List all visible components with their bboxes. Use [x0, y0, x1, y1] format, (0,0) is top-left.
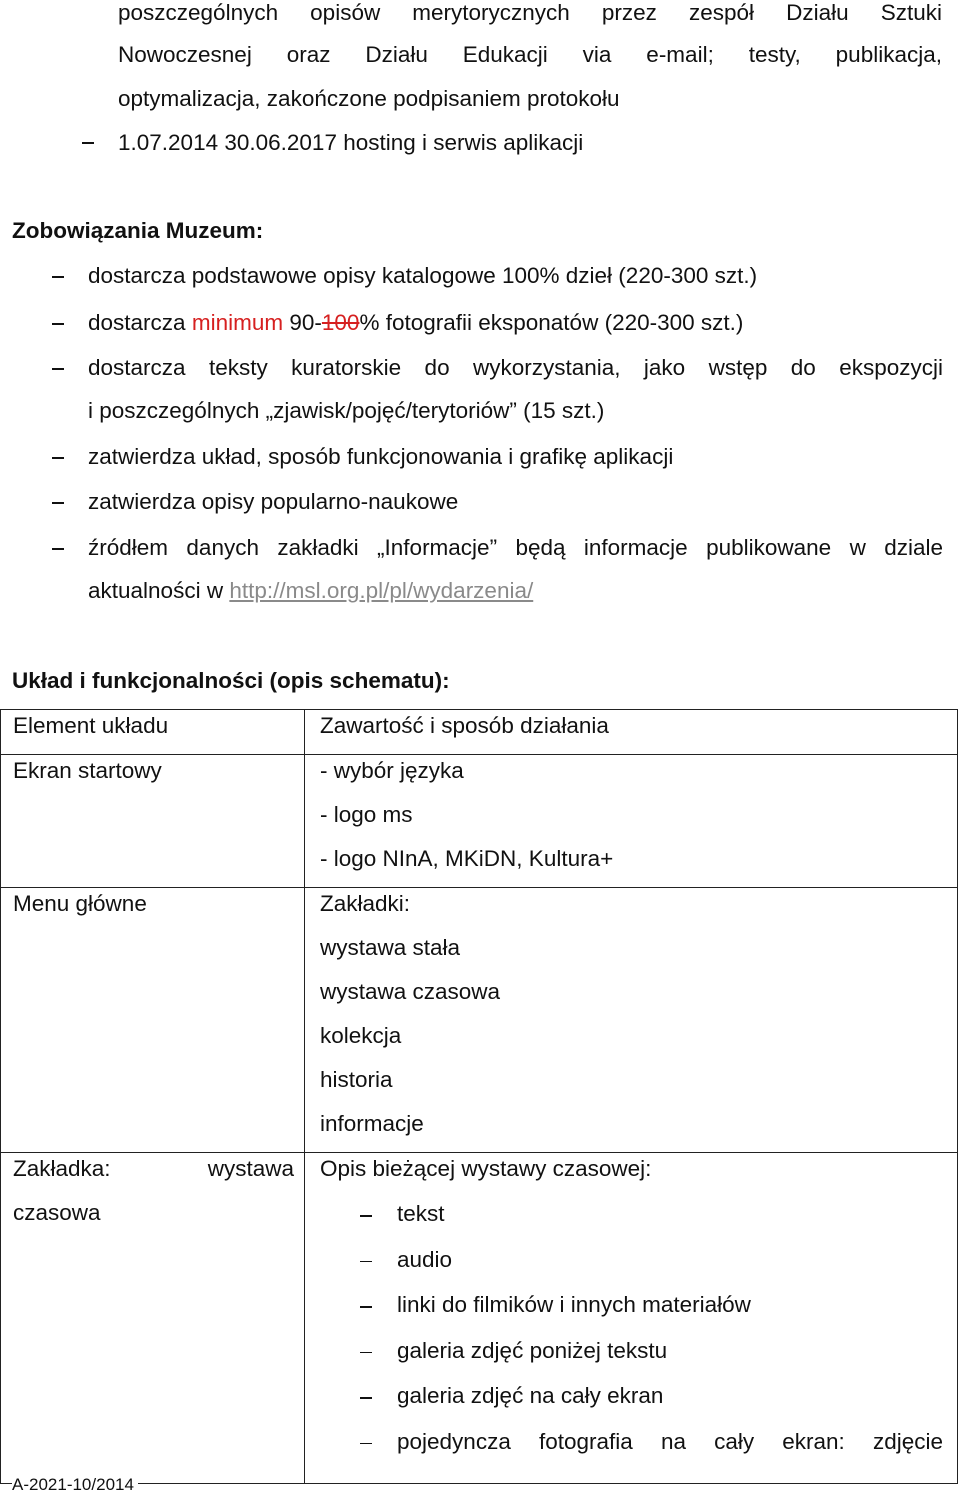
header-element: Element układu — [13, 713, 169, 738]
museum-item-texts-line-2: i poszczególnych „zjawisk/pojęć/terytoriów” (15 szt.) — [88, 398, 605, 423]
events-link[interactable]: http://msl.org.pl/pl/wydarzenia/ — [229, 578, 534, 603]
museum-item-approve-layout: zatwierdza układ, sposób funkcjonowania i grafikę aplikacji — [88, 444, 674, 469]
museum-item-catalog: dostarcza podstawowe opisy katalogowe 100% dzieł (220-300 szt.) — [88, 263, 758, 288]
menu-tab-information: informacje — [320, 1111, 424, 1136]
dash-bullet — [52, 548, 64, 550]
menu-tabs-heading: Zakładki: — [320, 891, 411, 916]
dash-bullet — [360, 1306, 372, 1308]
layout-heading: Układ i funkcjonalności (opis schematu): — [12, 668, 450, 693]
intro-line-1: poszczególnych opisów merytorycznych przez zespół Działu Sztuki — [118, 0, 942, 25]
museum-item-source-line-1: źródłem danych zakładki „Informacje” będą informacje publikowane w dziale — [88, 535, 943, 560]
row-temporary-label-line-1: Zakładka: wystawa — [13, 1156, 294, 1181]
hosting-line: 1.07.2014 30.06.2017 hosting i serwis aplikacji — [118, 130, 584, 155]
dash-bullet — [52, 457, 64, 459]
row-temporary-label-line-2: czasowa — [13, 1200, 101, 1225]
table-cell — [305, 1153, 958, 1484]
museum-item-approve-descriptions: zatwierdza opisy popularno-naukowe — [88, 489, 459, 514]
table-cell — [1, 755, 305, 888]
start-screen-logo-ms: - logo ms — [320, 802, 413, 827]
dash-bullet — [360, 1215, 372, 1217]
menu-tab-permanent: wystawa stała — [320, 935, 461, 960]
table-cell — [305, 710, 958, 755]
row-main-menu-label: Menu główne — [13, 891, 147, 916]
table-cell — [305, 755, 958, 888]
start-screen-language: - wybór języka — [320, 758, 464, 783]
intro-line-3: optymalizacja, zakończone podpisaniem protokołu — [118, 86, 620, 111]
dash-bullet — [52, 323, 64, 325]
table-cell — [1, 710, 305, 755]
museum-item-photos: dostarcza minimum 90-100% fotografii eksponatów (220-300 szt.) — [88, 310, 744, 335]
list-item: audio — [305, 1243, 957, 1289]
dash-bullet — [52, 368, 64, 370]
layout-table — [0, 709, 958, 1484]
table-row — [1, 1153, 958, 1484]
list-item: tekst — [305, 1197, 957, 1243]
dash-bullet — [52, 502, 64, 504]
dash-bullet — [360, 1397, 372, 1399]
dash-bullet — [360, 1443, 372, 1445]
menu-tab-temporary: wystawa czasowa — [320, 979, 501, 1004]
intro-line-2: Nowoczesnej oraz Działu Edukacji via e-mail; testy, publikacja, — [118, 42, 942, 67]
menu-tab-collection: kolekcja — [320, 1023, 402, 1048]
deleted-text: 100 — [321, 310, 360, 335]
menu-tab-history: historia — [320, 1067, 393, 1092]
start-screen-logos-partners: - logo NInA, MKiDN, Kultura+ — [320, 846, 614, 871]
dash-bullet — [360, 1261, 372, 1263]
list-item: galeria zdjęć poniżej tekstu — [305, 1334, 957, 1380]
minimum-insertion: minimum — [191, 310, 284, 335]
dash-bullet — [82, 142, 94, 144]
museum-heading: Zobowiązania Muzeum: — [12, 218, 264, 243]
dash-bullet — [360, 1352, 372, 1354]
list-item: galeria zdjęć na cały ekran — [305, 1379, 957, 1425]
table-cell — [1, 888, 305, 1153]
list-item: linki do filmików i innych materiałów — [305, 1288, 957, 1334]
museum-item-source-line-2: aktualności w http://msl.org.pl/pl/wydarzenia/ — [88, 578, 534, 603]
list-item: pojedyncza fotografia na cały ekran: zdjęcie — [305, 1425, 957, 1471]
table-cell — [1, 1153, 305, 1484]
dash-bullet — [52, 276, 64, 278]
table-header-row — [1, 710, 958, 755]
temporary-description-heading: Opis bieżącej wystawy czasowej: — [320, 1156, 652, 1181]
table-row — [1, 888, 958, 1153]
table-row — [1, 755, 958, 888]
row-start-screen-label: Ekran startowy — [13, 758, 162, 783]
document-footer-code: A-2021-10/2014 — [12, 1475, 138, 1495]
header-content: Zawartość i sposób działania — [320, 713, 609, 738]
museum-item-texts-line-1: dostarcza teksty kuratorskie do wykorzystania, jako wstęp do ekspozycji — [88, 355, 943, 380]
table-cell — [305, 888, 958, 1153]
